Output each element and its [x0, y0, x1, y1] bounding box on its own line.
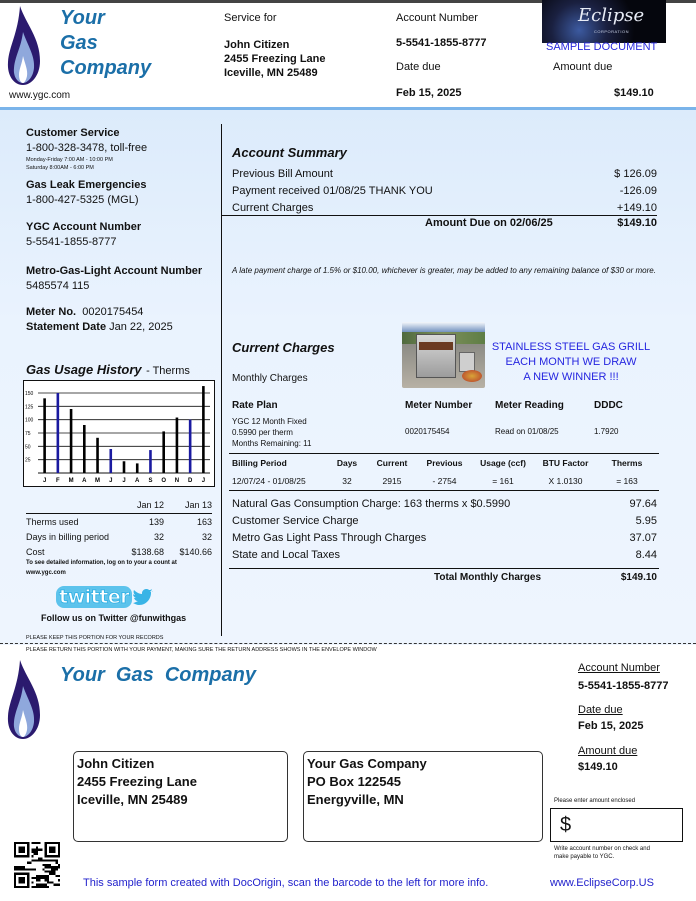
monthly-charges-label: Monthly Charges	[232, 373, 308, 384]
gas-grill-image	[402, 322, 485, 388]
statement-date: Jan 22, 2025	[109, 321, 173, 333]
svg-text:M: M	[95, 478, 101, 484]
rate-divider	[229, 453, 659, 454]
comparison-value: 139	[148, 516, 164, 527]
stub-amount-due: $149.10	[578, 761, 618, 773]
service-for-label: Service for	[224, 12, 277, 24]
svg-text:J: J	[42, 478, 47, 484]
svg-text:O: O	[161, 478, 167, 484]
billing-value: = 163	[616, 476, 638, 486]
date-due: Feb 15, 2025	[396, 87, 462, 99]
line-item-label: Metro Gas Light Pass Through Charges	[232, 532, 427, 544]
comparison-value: $140.66	[179, 546, 212, 557]
twitter-wordmark: twitter	[56, 586, 132, 608]
svg-text:75: 75	[25, 431, 31, 437]
amount-due-label: Amount due	[553, 61, 613, 73]
customer-address-line: John Citizen	[77, 756, 155, 771]
billing-header: Previous	[426, 458, 463, 468]
svg-text:S: S	[148, 478, 153, 484]
comparison-row-label: Therms used	[26, 516, 79, 527]
column-divider	[221, 124, 222, 636]
line-item	[232, 530, 657, 547]
service-address	[224, 38, 326, 80]
twitter-logo[interactable]	[56, 585, 160, 609]
sample-document-label: SAMPLE DOCUMENT	[546, 41, 658, 53]
svg-text:M: M	[68, 478, 74, 484]
summary-label: Current Charges	[232, 202, 314, 214]
summary-value: -126.09	[619, 185, 657, 197]
remit-address-box	[303, 751, 543, 842]
svg-text:A: A	[82, 478, 87, 484]
docorigin-note: This sample form created with DocOrigin, scan the barcode to the left for more info.	[83, 877, 489, 889]
meter-reading-value: Read on 01/08/25	[495, 427, 559, 436]
svg-text:D: D	[187, 478, 193, 484]
detail-note-link[interactable]: www.ygc.com	[26, 570, 66, 576]
rate-plan-header: Rate Plan	[232, 400, 278, 411]
eclipse-logo	[542, 0, 666, 43]
svg-text:J: J	[122, 478, 126, 484]
rate-plan-line: YGC 12 Month Fixed	[232, 417, 307, 426]
hours-weekday: Monday-Friday 7:00 AM - 10:00 PM	[26, 157, 113, 163]
stub-amount-due-label: Amount due	[578, 745, 638, 757]
usage-comparison-table	[26, 500, 212, 576]
return-notice: PLEASE RETURN THIS PORTION WITH YOUR PAYMENT, MAKING SURE THE RETURN ADDRESS SHOWS IN THE ENVELOPE WINDOW	[26, 647, 377, 653]
usage-chart-svg	[24, 381, 214, 486]
rate-plan-line: 0.5990 per therm	[232, 428, 293, 437]
company-name-line: Company	[60, 57, 152, 79]
svg-text:50: 50	[25, 444, 31, 451]
usage-unit: - Therms	[146, 365, 190, 377]
meter-number-header: Meter Number	[405, 400, 473, 411]
svg-text:125: 125	[25, 404, 34, 411]
current-charges-title: Current Charges	[232, 340, 335, 355]
summary-value: $ 126.09	[614, 168, 657, 180]
charges-line-items	[232, 496, 657, 564]
twitter-bird-icon	[133, 589, 153, 605]
usage-chart	[23, 380, 215, 487]
stub-account-number: 5-5541-1855-8777	[578, 680, 669, 692]
line-item-label: Customer Service Charge	[232, 515, 359, 527]
comparison-col-header: Jan 13	[184, 500, 212, 510]
company-website[interactable]: www.ygc.com	[9, 90, 71, 101]
svg-text:25: 25	[25, 457, 31, 464]
svg-text:100: 100	[25, 417, 34, 424]
billing-header: Usage (ccf)	[480, 458, 526, 468]
account-number-label: Account Number	[396, 12, 478, 24]
billing-header: BTU Factor	[542, 458, 589, 468]
check-note-line: make payable to YGC.	[554, 854, 615, 860]
summary-value: +149.10	[616, 202, 657, 214]
svg-text:N: N	[174, 478, 180, 484]
gas-leak-label: Gas Leak Emergencies	[26, 179, 147, 191]
meter-no-label: Meter No.	[26, 306, 77, 318]
billing-value: 2915	[382, 476, 402, 486]
address-line: 2455 Freezing Lane	[224, 53, 326, 65]
amount-due-total-label: Amount Due on 02/06/25	[425, 217, 553, 229]
summary-row	[232, 166, 657, 183]
company-name-line: Gas	[60, 32, 98, 54]
svg-text:F: F	[56, 478, 60, 484]
customer-address-box	[73, 751, 288, 842]
stub-date-due: Feb 15, 2025	[578, 720, 644, 732]
stub-date-due-label: Date due	[578, 704, 623, 716]
account-summary-title: Account Summary	[232, 145, 347, 160]
remit-address-line: Energyville, MN	[307, 792, 404, 807]
customer-name: John Citizen	[224, 39, 290, 51]
line-item-value: 37.07	[629, 532, 657, 544]
line-item-value: 97.64	[629, 498, 657, 510]
comparison-row	[26, 544, 212, 559]
line-item	[232, 513, 657, 530]
billing-value: X 1.0130	[548, 476, 583, 486]
amount-enclosed-field[interactable]	[550, 808, 683, 842]
stub-account-number-label: Account Number	[578, 662, 660, 674]
line-item-label: Natural Gas Consumption Charge: 163 therms x $0.5990	[232, 498, 511, 510]
promo-text	[486, 340, 656, 385]
billing-header: Billing Period	[232, 458, 287, 468]
comparison-value: 163	[196, 516, 212, 527]
usage-title: Gas Usage History	[26, 362, 142, 377]
account-summary-table	[232, 166, 657, 217]
billing-period-table	[232, 458, 657, 489]
comparison-col-header: Jan 12	[136, 500, 164, 510]
ygc-account-label: YGC Account Number	[26, 221, 142, 233]
billing-header: Days	[336, 458, 358, 468]
comparison-value: $138.68	[131, 546, 164, 557]
promo-line: A NEW WINNER !!!	[523, 371, 619, 383]
meter-no-row	[26, 306, 221, 318]
keep-notice: PLEASE KEEP THIS PORTION FOR YOUR RECORDS	[26, 635, 164, 641]
company-name	[60, 6, 151, 81]
total-monthly-label: Total Monthly Charges	[434, 572, 542, 583]
remit-address-line: Your Gas Company	[307, 756, 427, 771]
comparison-value: 32	[153, 531, 164, 542]
svg-text:J: J	[201, 478, 206, 484]
remit-address-line: PO Box 122545	[307, 774, 401, 789]
flame-logo-icon	[6, 658, 42, 742]
billing-header: Therms	[611, 458, 643, 468]
billing-value-row	[232, 476, 657, 489]
dddc-header: DDDC	[594, 400, 623, 411]
comparison-value: 32	[201, 531, 212, 542]
rate-plan-line: Months Remaining: 11	[232, 439, 312, 448]
qr-code-icon[interactable]	[14, 842, 60, 888]
billing-header: Current	[376, 458, 408, 468]
meter-reading-header: Meter Reading	[495, 400, 564, 411]
rate-plan-details	[232, 416, 311, 449]
svg-text:J: J	[109, 478, 113, 484]
late-payment-notice: A late payment charge of 1.5% or $10.00, whichever is greater, may be added to any remaining balance of $30 or more.	[232, 266, 656, 275]
gas-leak-phone[interactable]: 1-800-427-5325 (MGL)	[26, 194, 139, 206]
billing-value: = 161	[492, 476, 514, 486]
account-number: 5-5541-1855-8777	[396, 37, 487, 49]
svg-text:A: A	[135, 478, 140, 484]
amount-enclosed-label: Please enter amount enclosed	[554, 798, 636, 804]
mgl-account-number: 5485574 115	[26, 280, 90, 292]
svg-text:150: 150	[25, 391, 34, 397]
line-item	[232, 547, 657, 564]
meter-no: 0020175454	[82, 306, 144, 318]
check-note-line: Write account number on check and	[554, 846, 650, 852]
hours-saturday: Saturday 8:00AM - 6:00 PM	[26, 165, 94, 171]
statement-date-row	[26, 321, 221, 333]
promo-line: STAINLESS STEEL GAS GRILL	[491, 341, 651, 353]
total-divider	[229, 568, 659, 569]
promo-line: EACH MONTH WE DRAW	[505, 356, 637, 368]
eclipse-logo-text: Eclipse	[578, 5, 645, 26]
summary-label: Previous Bill Amount	[232, 168, 333, 180]
eclipse-url-link[interactable]: www.EclipseCorp.US	[550, 877, 654, 889]
comparison-row-label: Days in billing period	[26, 531, 110, 542]
customer-service-label: Customer Service	[26, 127, 120, 139]
eclipse-logo-sub: CORPORATION	[594, 29, 629, 34]
sidebar	[26, 127, 221, 333]
customer-address-line: 2455 Freezing Lane	[77, 774, 197, 789]
customer-service-phone[interactable]: 1-800-328-3478, toll-free	[26, 142, 148, 154]
total-monthly-value: $149.10	[620, 572, 657, 583]
dollar-sign: $	[560, 813, 572, 836]
comparison-header	[26, 500, 212, 512]
comparison-row	[26, 529, 212, 544]
billing-divider	[229, 490, 659, 491]
comparison-row	[26, 514, 212, 529]
tear-line	[0, 643, 696, 644]
billing-value: 32	[342, 476, 352, 486]
customer-address-line: Iceville, MN 25489	[77, 792, 188, 807]
dddc-value: 1.7920	[594, 427, 619, 436]
amount-due-total-value: $149.10	[617, 217, 657, 229]
summary-row	[232, 183, 657, 200]
line-item-value: 8.44	[635, 549, 657, 561]
stub-company-name: Your Gas Company	[60, 664, 256, 686]
comparison-row-label: Cost	[26, 546, 45, 557]
summary-label: Payment received 01/08/25 THANK YOU	[232, 185, 433, 197]
detail-note: To see detailed information, log on to your a count at	[26, 560, 177, 566]
twitter-follow[interactable]: Follow us on Twitter @funwithgas	[41, 613, 187, 623]
amount-due: $149.10	[614, 87, 654, 99]
mgl-account-label: Metro-Gas-Light Account Number	[26, 265, 203, 277]
billing-header-row	[232, 458, 657, 471]
ygc-account-number: 5-5541-1855-8777	[26, 236, 117, 248]
billing-value: 12/07/24 - 01/08/25	[232, 476, 306, 486]
line-item-value: 5.95	[635, 515, 657, 527]
flame-logo-icon	[6, 6, 42, 86]
meter-number-value: 0020175454	[405, 427, 450, 436]
line-item	[232, 496, 657, 513]
company-name-line: Your	[60, 7, 105, 29]
check-note	[554, 845, 650, 861]
date-due-label: Date due	[396, 61, 441, 73]
address-line: Iceville, MN 25489	[224, 67, 318, 79]
usage-history-title	[26, 361, 190, 379]
summary-divider	[222, 215, 657, 216]
line-item-label: State and Local Taxes	[232, 549, 341, 561]
billing-value: - 2754	[432, 476, 457, 486]
statement-date-label: Statement Date	[26, 321, 107, 333]
